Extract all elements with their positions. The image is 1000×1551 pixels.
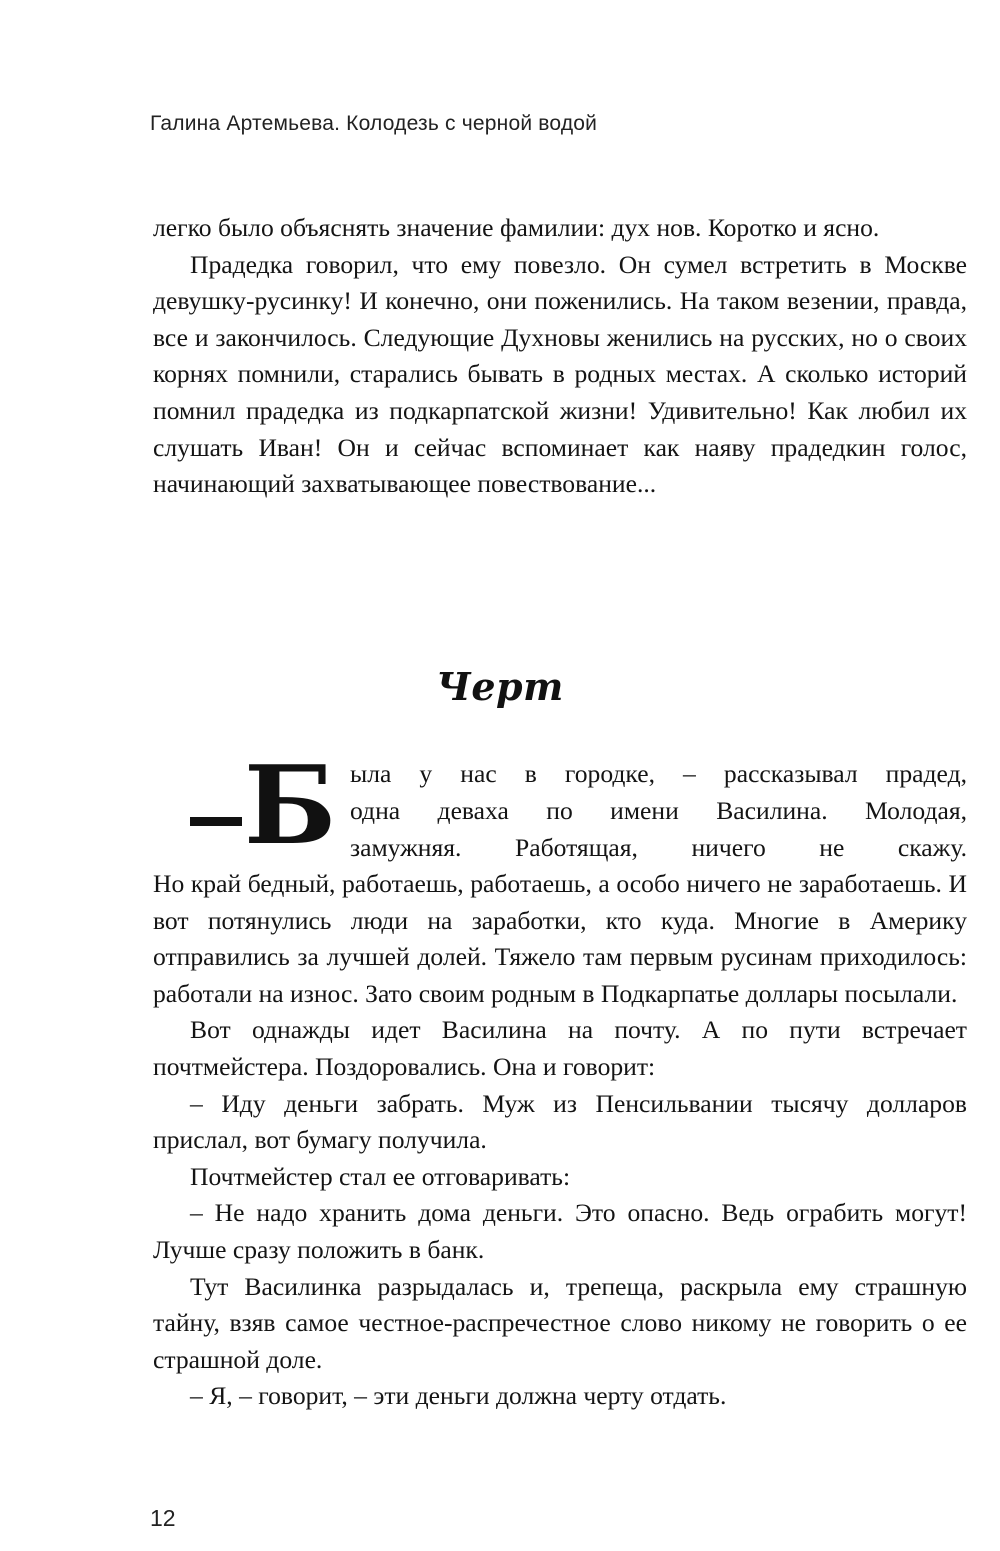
chapter-text <box>153 866 967 1415</box>
dialogue-line: – Не надо хранить дома деньги. Это опасно. Ведь ограбить могут! Лучше сразу положить в банк. <box>153 1198 967 1264</box>
dialogue-line: – Иду деньги забрать. Муж из Пенсильвании тысячу долларов прислал, вот бумагу получила. <box>153 1088 967 1155</box>
dialogue-line: – Я, – говорит, – эти деньги должна черту отдать. <box>190 1381 727 1411</box>
paragraph: Тут Василинка разрыдалась и, трепеща, раскрыла ему страшную тайну, взяв самое честное-распречестное слово никому не говорить о ее страшной доле. <box>153 1271 967 1374</box>
paragraph: Прадедка говорил, что ему повезло. Он сумел встретить в Москве девушку-русинку! И конечно, они поженились. На таком везении, правда, все и закончилось. Следующие Духновы женились на русских, но о своих корнях помнили, старались бывать в родных местах. А сколько историй помнил прадедка из подкарпатской жизни! Удивительно! Как любил их слушать Иван! Он и сейчас вспоминает как наяву прадедкин голос, начинающий захватывающее повествование... <box>153 249 967 499</box>
drop-cap-line: одна деваха по имени Василина. Молодая, <box>350 796 967 825</box>
drop-cap: Б <box>244 743 337 869</box>
running-header: Галина Артемьева. Колодезь с черной водой <box>150 112 598 135</box>
paragraph: Почтмейстер стал ее отговаривать: <box>190 1161 571 1191</box>
drop-cap-line: замужняя. Работящая, ничего не скажу. <box>350 833 967 862</box>
drop-cap-lines <box>350 755 967 866</box>
drop-cap-dash <box>190 817 242 826</box>
drop-cap-line: ыла у нас в городке, – рассказывал прадед, <box>350 759 967 788</box>
intro-text <box>153 210 967 503</box>
paragraph: Вот однажды идет Василина на почту. А по пути встречает почтмейстера. Поздоровались. Она и говорит: <box>153 1015 967 1081</box>
page-number: 12 <box>150 1505 176 1531</box>
paragraph: Но край бедный, работаешь, работаешь, а особо ничего не заработаешь. И вот потянулись люди на заработки, кто куда. Многие в Америку отправились за лучшей долей. Тяжело там первым русинам приходилось: работали на износ. Зато своим родным в Подкарпатье доллары посылали. <box>153 869 967 1008</box>
paragraph: легко было объяснять значение фамилии: дух нов. Коротко и ясно. <box>153 213 880 242</box>
chapter-title: Черт <box>436 664 564 709</box>
